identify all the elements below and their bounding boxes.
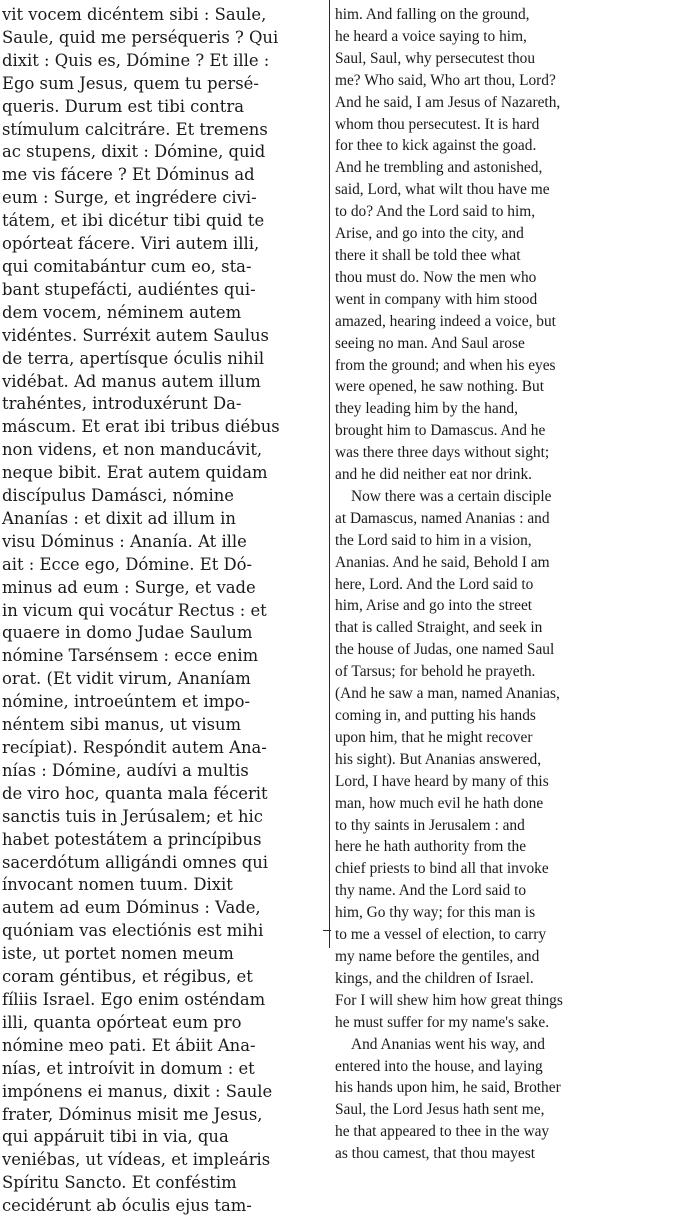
latin-text-line: bant stupefácti, audiéntes qui- bbox=[2, 279, 256, 299]
latin-text-line: in vicum qui vocátur Rectus : et bbox=[2, 600, 267, 620]
latin-text-line: iste, ut portet nomen meum bbox=[2, 944, 234, 964]
column-divider bbox=[329, 0, 330, 948]
english-text-line: went in company with him stood bbox=[335, 290, 538, 308]
latin-text-line: coram géntibus, et régibus, et bbox=[2, 967, 253, 987]
latin-text-line: sacerdótum alligándi omnes qui bbox=[2, 852, 268, 872]
english-text-line: here, Lord. And the Lord said to bbox=[335, 575, 534, 593]
english-text-line: upon him, that he might recover bbox=[335, 728, 533, 746]
latin-text-line: impónens ei manus, dixit : Saule bbox=[2, 1081, 273, 1101]
latin-text-line: qui appáruit tibi in via, qua bbox=[2, 1127, 229, 1147]
latin-text-line: nías : Dómine, audívi a multis bbox=[2, 760, 249, 780]
latin-text-line: visu Dóminus : Ananía. At ille bbox=[2, 531, 247, 551]
latin-text-line: vit vocem dicéntem sibi : Saule, bbox=[2, 5, 267, 24]
english-text-line: there it shall be told thee what bbox=[335, 246, 521, 264]
english-text-line: coming in, and putting his hands bbox=[335, 707, 536, 724]
latin-text-line: minus ad eum : Surge, et vade bbox=[2, 577, 256, 597]
english-text-line: thou must do. Now the men who bbox=[335, 268, 537, 286]
latin-text-line: Saule, quid me perséqueris ? Qui bbox=[2, 27, 279, 47]
latin-text-line: dem vocem, néminem autem bbox=[2, 302, 242, 322]
english-text-line: he must suffer for my name's sake. bbox=[335, 1013, 550, 1031]
english-text-line: thy name. And the Lord said to bbox=[335, 882, 527, 900]
english-text-line: and he did neither eat nor drink. bbox=[335, 466, 533, 484]
english-text-line: his sight). But Ananias answered, bbox=[335, 750, 542, 768]
english-text-line: him. And falling on the ground, bbox=[335, 6, 530, 23]
english-text-line: said, Lord, what wilt thou have me bbox=[335, 181, 550, 199]
english-column bbox=[335, 4, 627, 1165]
latin-text-line: opórteat fácere. Viri autem illi, bbox=[2, 234, 260, 254]
english-text-line: man, how much evil he hath done bbox=[335, 794, 544, 812]
english-text-line: And Ananias went his way, and bbox=[351, 1035, 545, 1053]
latin-text-line: eum : Surge, et ingrédere civi- bbox=[2, 188, 257, 208]
cut-off-previous-line bbox=[2, 0, 322, 2]
latin-text-line: orat. (Et vidit virum, Ananíam bbox=[2, 669, 251, 689]
latin-text-line: habet potestátem a princípibus bbox=[2, 829, 262, 849]
latin-text-line: qui comitabántur cum eo, sta- bbox=[2, 256, 252, 276]
latin-text-line: autem ad eum Dóminus : Vade, bbox=[2, 898, 261, 918]
latin-text-line: trahéntes, introduxérunt Da- bbox=[2, 394, 242, 414]
english-text-line: to do? And the Lord said to him, bbox=[335, 203, 536, 221]
english-text-line: For I will shew him how great things bbox=[335, 991, 563, 1009]
english-text-line: kings, and the children of Israel. bbox=[335, 969, 534, 987]
english-text-line: Arise, and go into the city, and bbox=[335, 225, 524, 243]
english-text-line: me? Who said, Who art thou, Lord? bbox=[335, 71, 556, 89]
latin-text-line: ait : Ecce ego, Dómine. Et Dó- bbox=[2, 554, 253, 574]
english-text-line: Lord, I have heard by many of this bbox=[335, 772, 549, 790]
hyphen-mark bbox=[323, 930, 331, 931]
latin-text-line: fíliis Israel. Ego enim osténdam bbox=[2, 989, 266, 1009]
english-text-line: the house of Judas, one named Saul bbox=[335, 641, 555, 659]
latin-column bbox=[2, 4, 326, 1218]
latin-text-line: sanctis tuis in Jerúsalem; et hic bbox=[2, 806, 263, 826]
english-text-line: was there three days without sight; bbox=[335, 444, 550, 462]
english-text-line: Ananias. And he said, Behold I am bbox=[335, 553, 550, 571]
english-text-line: Saul, Saul, why persecutest thou bbox=[335, 49, 536, 67]
latin-text-line: Ananías : et dixit ad illum in bbox=[2, 508, 236, 528]
latin-text-line: recípiat). Respóndit autem Ana- bbox=[2, 738, 267, 757]
latin-text-line: nías, et introívit in domum : et bbox=[2, 1058, 255, 1078]
english-text-line: amazed, hearing indeed a voice, but bbox=[335, 312, 556, 330]
english-text-line: whom thou persecutest. It is hard bbox=[335, 115, 540, 133]
english-text-line: chief priests to bind all that invoke bbox=[335, 860, 549, 878]
english-text-line: of Tarsus; for behold he prayeth. bbox=[335, 663, 536, 681]
english-text-line: to me a vessel of election, to carry bbox=[335, 926, 547, 944]
latin-text-line: néntem sibi manus, ut visum bbox=[2, 715, 242, 735]
latin-text-line: vidébat. Ad manus autem illum bbox=[2, 371, 261, 391]
english-text-line: he heard a voice saying to him, bbox=[335, 27, 527, 45]
english-text-line: brought him to Damascus. And he bbox=[335, 422, 546, 440]
latin-text-line: nómine Tarsénsem : ecce enim bbox=[2, 646, 259, 666]
latin-text-line: me vis fácere ? Et Dóminus ad bbox=[2, 165, 255, 185]
english-text-line: as thou camest, that thou mayest bbox=[335, 1145, 536, 1163]
english-text-line: Now there was a certain disciple bbox=[351, 487, 552, 505]
english-text-line: that is called Straight, and seek in bbox=[335, 619, 543, 637]
english-text-line: the Lord said to him in a vision, bbox=[335, 531, 532, 549]
english-text-line: they leading him by the hand, bbox=[335, 400, 518, 418]
latin-text-line: quóniam vas electiónis est mihi bbox=[2, 921, 264, 941]
english-text-line: entered into the house, and laying bbox=[335, 1057, 543, 1075]
english-text-line: were opened, he saw nothing. But bbox=[335, 378, 545, 396]
latin-text-line: ac stupens, dixit : Dómine, quid bbox=[2, 142, 266, 162]
english-text-line: him, Go thy way; for this man is bbox=[335, 904, 536, 922]
english-text-line: And he trembling and astonished, bbox=[335, 159, 543, 177]
english-text-line: my name before the gentiles, and bbox=[335, 947, 540, 965]
latin-text-line: de viro hoc, quanta mala fécerit bbox=[2, 783, 268, 803]
latin-text-line: veniébas, ut vídeas, et impleáris bbox=[2, 1150, 271, 1170]
english-text-line: from the ground; and when his eyes bbox=[335, 356, 556, 374]
english-text-line: Saul, the Lord Jesus hath sent me, bbox=[335, 1101, 545, 1119]
english-text-line: to thy saints in Jerusalem : and bbox=[335, 816, 525, 834]
english-text-line: And he said, I am Jesus of Nazareth, bbox=[335, 93, 561, 111]
latin-text-line: tátem, et ibi dicétur tibi quid te bbox=[2, 211, 265, 231]
latin-text-line: non videns, et non manducávit, bbox=[2, 440, 263, 460]
latin-text-line: stímulum calcitráre. Et tremens bbox=[2, 119, 268, 139]
latin-text-line: Spíritu Sancto. Et conféstim bbox=[2, 1173, 237, 1193]
english-text-line: at Damascus, named Ananias : and bbox=[335, 509, 550, 527]
latin-text-line: frater, Dóminus misit me Jesus, bbox=[2, 1104, 263, 1124]
latin-text-line: quaere in domo Judae Saulum bbox=[2, 623, 253, 643]
english-text-line: (And he saw a man, named Ananias, bbox=[335, 685, 560, 703]
latin-text-line: ínvocant nomen tuum. Dixit bbox=[2, 875, 233, 895]
latin-text-line: vidéntes. Surréxit autem Saulus bbox=[2, 325, 269, 345]
latin-text-line: máscum. Et erat ibi tribus diébus bbox=[2, 417, 280, 437]
english-text-line: here he hath authority from the bbox=[335, 838, 527, 856]
latin-text-line: queris. Durum est tibi contra bbox=[2, 96, 244, 116]
latin-text-line: dixit : Quis es, Dómine ? Et ille : bbox=[2, 50, 270, 70]
latin-text-line: nómine, introeúntem et impo- bbox=[2, 692, 251, 712]
latin-text-line: discípulus Damásci, nómine bbox=[2, 486, 234, 506]
english-text-line: seeing no man. And Saul arose bbox=[335, 334, 525, 352]
english-text-line: him, Arise and go into the street bbox=[335, 597, 533, 615]
english-text-line: for thee to kick against the goad. bbox=[335, 137, 537, 155]
latin-text-line: neque bibit. Erat autem quidam bbox=[2, 463, 268, 483]
english-text-line: he that appeared to thee in the way bbox=[335, 1123, 550, 1141]
latin-text-line: cecidérunt ab óculis ejus tam- bbox=[2, 1196, 252, 1216]
latin-text-line: nómine meo pati. Et ábiit Ana- bbox=[2, 1035, 256, 1055]
latin-text-line: illi, quanta opórteat eum pro bbox=[2, 1012, 242, 1032]
english-text-line: his hands upon him, he said, Brother bbox=[335, 1079, 561, 1097]
latin-text-line: Ego sum Jesus, quem tu persé- bbox=[2, 73, 259, 93]
latin-text-line: de terra, apertísque óculis nihil bbox=[2, 348, 265, 368]
